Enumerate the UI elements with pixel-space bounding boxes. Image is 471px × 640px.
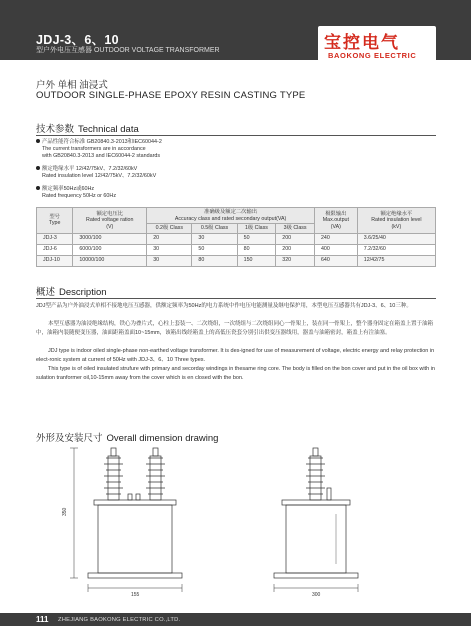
table-header-max-output: 极限输出 Max.output (VA) [314,208,357,234]
footer-company: ZHEJIANG BAOKONG ELECTRIC CO.,LTD. [58,617,181,623]
table-cell: 3000/100 [73,233,147,244]
dimension-drawing [36,444,436,604]
table-cell: 200 [276,233,315,244]
table-header-class: 3级 Class [276,224,315,234]
table-row [37,255,436,266]
table-cell: JDJ-6 [37,244,73,255]
table-cell: 80 [237,244,276,255]
table-cell: 7.2/32/60 [357,244,435,255]
dimension-title-cn: 外形及安装尺寸 [36,433,103,444]
description-paragraph-cn-2: 本型互感器为油浸绝缘结构，铁心为叠片式，心柱上套装一、二次绕组，一次绕组与二次绕组同心一骨架上，装在同一骨架上，整个器身固定在箱盖上置于油箱中，油箱内装随便变压器，油面距箱盖面10~15mm，该箱出线经箱盖上的高低压瓷套分别引出供变压器线用，器盖与油箱密封，箱盖上有注油塞。 [36,321,434,336]
description-paragraph-en-1: JDJ type is indoor oiled single-phase non-earthed voltage transformer. It is des-igned for use of measurement of voltage, electric energy and relay protection in elect-ronic system at current of 50Hz with JDJ-3、6、10 Three types. [36,348,435,363]
table-cell: 3.6/25/40 [357,233,435,244]
table-cell: 200 [276,244,315,255]
table-cell: 150 [237,255,276,266]
table-row [37,233,436,244]
page-number: 111 [36,615,49,624]
table-cell: 30 [147,255,192,266]
logo-en-text: BAOKONG ELECTRIC [328,51,417,60]
dimension-title-en: Overall dimension drawing [106,433,219,444]
table-cell: 6000/100 [73,244,147,255]
product-type-cn: 户外 单相 油浸式 [36,80,108,91]
table-cell: 400 [314,244,357,255]
bullet-text-cn: 产品性能符合标准 GB20840.3-2013和IEC60044-2 [42,139,162,145]
tech-title-cn: 技术参数 [36,124,75,135]
product-type-en: OUTDOOR SINGLE-PHASE EPOXY RESIN CASTING TYPE [36,90,306,101]
bullet-text-cn: 额定频率50Hz或60Hz [42,186,95,192]
logo-cn-text: 宝控电气 [324,33,400,52]
description-paragraph-cn-1: JDJ型产品为户外油浸式单相不接地电压互感器，供额定频率为50Hz的电力系统中作电压电能测量及继电保护用，本型电压互感器共有JDJ-3、6、10三种。 [36,303,412,309]
table-header-ratio: 额定电压比 Rated voltage ration (V) [73,208,147,234]
page-subtitle: 型户外电压互感器 OUTDOOR VOLTAGE TRANSFORMER [36,47,220,54]
table-cell: JDJ-3 [37,233,73,244]
bullet-standard [36,139,436,160]
table-cell: 12/42/75 [357,255,435,266]
spec-table [36,207,436,267]
table-cell: JDJ-10 [37,255,73,266]
description-section-title [36,284,107,298]
bullet-dot-icon [36,166,40,170]
bullet-text-en: The current transformers are in accordance [42,146,146,152]
table-cell: 50 [192,244,237,255]
table-header-class: 0.5级 Class [192,224,237,234]
description-title-en: Description [59,287,107,298]
table-cell: 640 [314,255,357,266]
table-cell: 30 [147,244,192,255]
bullet-dot-icon [36,186,40,190]
bullet-text-en: Rated frequency 50Hz or 60Hz [42,193,117,199]
bullet-text-en: with GB20840.3-2013 and IEC60044-2 standards [42,153,161,159]
dim-base-left-label: 155 [131,592,140,598]
dim-height-label: 350 [62,507,68,516]
table-header-class: 0.2级 Class [147,224,192,234]
description-paragraph-en-2: This type is of oiled insulated strufure with primary and secorday windings in thesame ring core. The body is filled on the bon cover and put in the oil box with in sulation tranformer oil,10-15mm away from the cover which is en closed with the bon. [36,366,435,381]
dimension-section-title [36,430,218,444]
page-title: JDJ-3、6、10 [36,33,119,47]
section-divider [36,298,436,299]
dim-base-right-label: 300 [312,592,321,598]
bullet-dot-icon [36,139,40,143]
table-cell: 80 [192,255,237,266]
tech-title-en: Technical data [78,124,139,135]
table-header-class: 1级 Class [237,224,276,234]
table-cell: 20 [147,233,192,244]
bullet-text-cn: 额定绝缘水平 12/42/75kV、7.2/32/60kV [42,166,138,172]
table-cell: 10000/100 [73,255,147,266]
table-header-accuracy: 准确级及额定二次输出 Accuracy class and rated secondary output(VA) [147,208,315,224]
side-view [274,448,358,578]
table-cell: 320 [276,255,315,266]
section-divider [36,135,436,136]
front-view [88,448,182,578]
description-title-cn: 概述 [36,287,56,298]
bullet-text-en: Rated insulation level 12/42/75kV、7.2/32/60kV [42,173,157,179]
table-cell: 30 [192,233,237,244]
table-cell: 50 [237,233,276,244]
brand-logo [318,26,436,64]
table-header-insulation: 额定绝缘水平 Rated insulation level (kV) [357,208,435,234]
bullet-insulation [36,166,436,180]
table-row [37,244,436,255]
bullet-frequency [36,186,436,200]
tech-section-title [36,121,139,135]
table-cell: 240 [314,233,357,244]
table-header-type: 型号 Type [37,208,73,234]
